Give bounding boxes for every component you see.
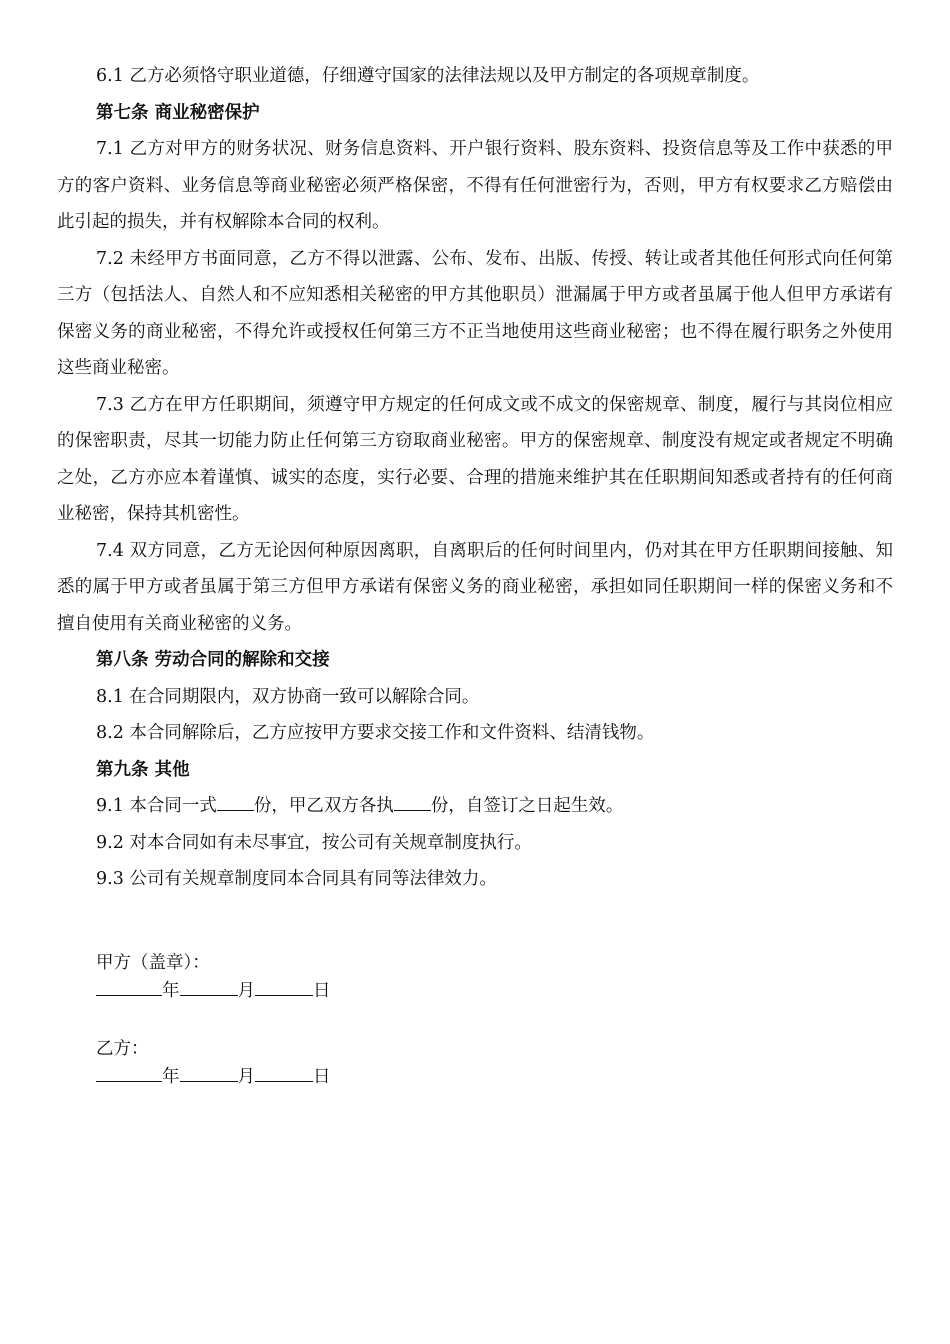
clause-7-1: 7.1 乙方对甲方的财务状况、财务信息资料、开户银行资料、股东资料、投资信息等及工作中获悉的甲方的客户资料、业务信息等商业秘密必须严格保密，不得有任何泄密行为，否则，甲方有权要求乙方赔偿由此引起的损失，并有权解除本合同的权利。 (57, 139, 893, 232)
copies-each-blank (394, 792, 431, 811)
party-b-label: 乙方： (96, 1039, 149, 1059)
clause-9-2: 9.2 对本合同如有未尽事宜，按公司有关规章制度执行。 (96, 832, 532, 853)
contract-page (57, 58, 893, 898)
section-heading-8: 第八条 劳动合同的解除和交接 (96, 650, 330, 670)
party-b-day-blank (255, 1063, 313, 1082)
party-a-month-blank (180, 977, 238, 996)
clause-9-1-part-a: 9.1 本合同一式 (96, 796, 217, 816)
clause-9-1-part-b: 份，甲乙双方各执 (253, 796, 394, 816)
clause-7-3: 7.3 乙方在甲方任职期间，须遵守甲方规定的任何成文或不成文的保密规章、制度，履行与其岗位相应的保密职责，尽其一切能力防止任何第三方窃取商业秘密。甲方的保密规章、制度没有规定或者规定不明确之处，乙方亦应本着谨慎、诚实的态度，实行必要、合理的措施来维护其在任职期间知悉或者持有的任何商业秘密，保持其机密性。 (57, 394, 893, 524)
party-b-month-blank (180, 1063, 238, 1082)
clause-6-1: 6.1 乙方必须恪守职业道德，仔细遵守国家的法律法规以及甲方制定的各项规章制度。 (96, 66, 760, 86)
clause-8-1: 8.1 在合同期限内，双方协商一致可以解除合同。 (96, 686, 480, 707)
party-a-day-blank (255, 977, 313, 996)
clause-9-1-part-c: 份，自签订之日起生效。 (430, 796, 624, 816)
clause-9-3: 9.3 公司有关规章制度同本合同具有同等法律效力。 (96, 869, 497, 889)
clause-9-1 (57, 788, 893, 825)
section-heading-9: 第九条 其他 (96, 759, 190, 780)
party-a-signature-block (96, 949, 331, 1005)
copies-total-blank (217, 792, 254, 811)
party-b-date-line (96, 1063, 331, 1091)
clause-8-2: 8.2 本合同解除后，乙方应按甲方要求交接工作和文件资料、结清钱物。 (96, 723, 655, 743)
clause-7-4: 7.4 双方同意，乙方无论因何种原因离职，自离职后的任何时间里内，仍对其在甲方任职期间接触、知悉的属于甲方或者虽属于第三方但甲方承诺有保密义务的商业秘密，承担如同任职期间一样的保密义务和不擅自使用有关商业秘密的义务。 (57, 540, 893, 634)
month-label: 月 (237, 981, 255, 1001)
year-label: 年 (162, 1067, 180, 1087)
day-label: 日 (313, 981, 331, 1001)
party-a-date-line (96, 977, 331, 1005)
section-heading-7: 第七条 商业秘密保护 (96, 102, 260, 123)
party-a-year-blank (96, 977, 162, 996)
day-label: 日 (313, 1067, 331, 1087)
party-a-label: 甲方（盖章）： (96, 953, 210, 973)
clause-7-2: 7.2 未经甲方书面同意，乙方不得以泄露、公布、发布、出版、传授、转让或者其他任何形式向任何第三方（包括法人、自然人和不应知悉相关秘密的甲方其他职员）泄漏属于甲方或者虽属于他人但甲方承诺有保密义务的商业秘密，不得允许或授权任何第三方不正当地使用这些商业秘密；也不得在履行职务之外使用这些商业秘密。 (57, 248, 893, 378)
party-b-year-blank (96, 1063, 162, 1082)
year-label: 年 (162, 981, 180, 1001)
month-label: 月 (237, 1067, 255, 1087)
party-b-signature-block (96, 1035, 331, 1091)
